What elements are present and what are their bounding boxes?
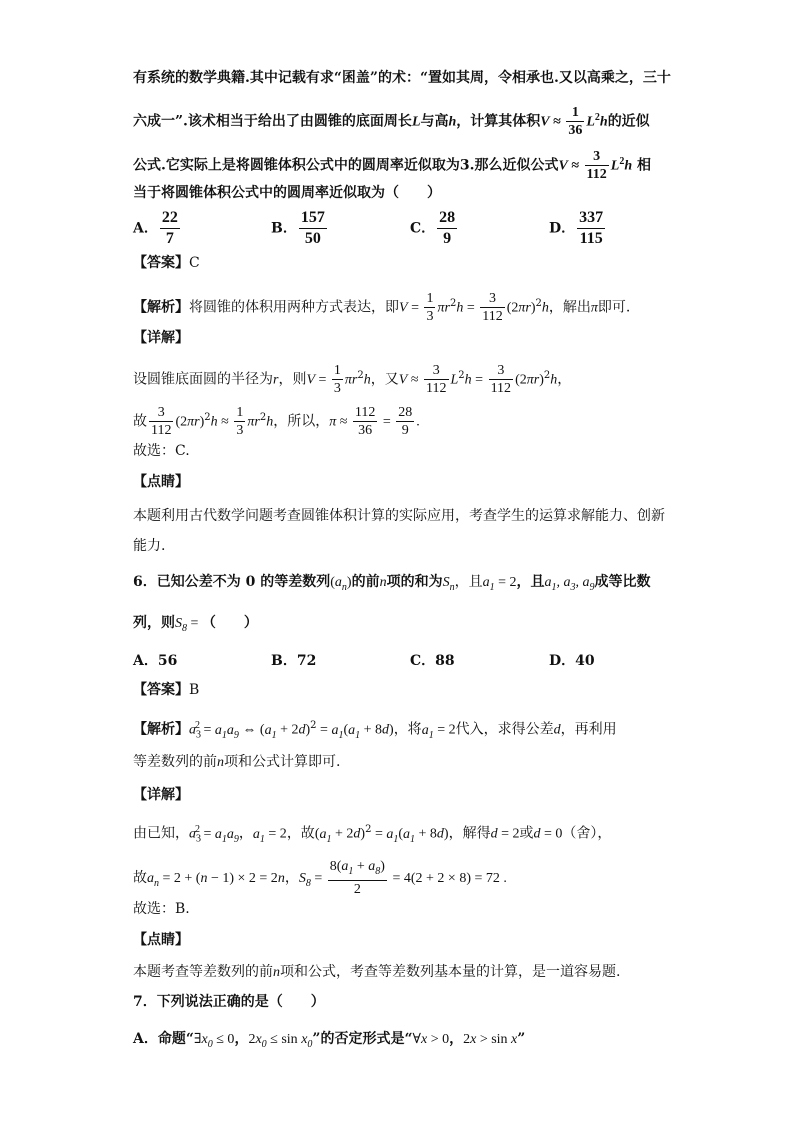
q6-stem-line-2: 列，则$S_8$ = （ ） bbox=[133, 615, 258, 634]
q5-detail-tag: 【详解】 bbox=[133, 330, 189, 346]
q6-detail-line-2: 故$a_n = 2 + (n - 1) \times 2 = 2n$，$S_8$ = $\frac{8(a_1 + a_8)}{2}$ = 4(2 + 2 × 8) = 72 . bbox=[133, 859, 507, 897]
q6-option-b[interactable]: B．72 bbox=[271, 653, 317, 669]
q7-stem: 7．下列说法正确的是（ ） bbox=[133, 994, 325, 1010]
q6-option-d[interactable]: D．40 bbox=[549, 653, 595, 669]
fraction-3-112: $\frac{3}{112}$ bbox=[586, 149, 607, 182]
q5-option-c[interactable]: C． $\frac{28}{9}$ bbox=[410, 209, 456, 247]
q5-analysis: 【解析】将圆锥的体积用两种方式表达，即V = $\frac{1}{3}$ $\pi r^2h$ = $\frac{3}{112}$ $(2\pi r)^2h$，解出π即可. bbox=[133, 291, 631, 324]
q6-stem-line-1: 6．已知公差不为 0 的等差数列$(a_n)$的前n项的和为$S_n$，且$a_1 = 2$，且$a_1$, $a_3$, $a_9$成等比数 bbox=[133, 574, 651, 593]
q6-analysis-line-2: 等差数列的前n项和公式计算即可. bbox=[133, 754, 341, 770]
q5-option-a[interactable]: A． $\frac{22}{7}$ bbox=[133, 209, 178, 247]
q6-detail-tag: 【详解】 bbox=[133, 787, 189, 803]
q6-answer: 【答案】B bbox=[133, 682, 200, 698]
q6-choose: 故选：B. bbox=[133, 901, 190, 917]
q6-detail-line-1: 由已知，$a_3^2 = a_1a_9$，$a_1 = 2$，故$(a_1 + 2d)^2 = a_1(a_1 + 8d)$，解得d = 2或d = 0（舍）， bbox=[133, 824, 612, 845]
q7-option-a[interactable]: A．命题“$\exists x_0 \le 0$，$2x_0 \le \sin x_0$”的否定形式是“∀x > 0，2x > sin x” bbox=[133, 1031, 526, 1050]
intro-line-2: 六成一”.该术相当于给出了由圆锥的底面周长L与高h，计算其体积V ≈ $\frac{1}{36}$ $L^2h$的近似 bbox=[133, 105, 650, 138]
q6-option-a[interactable]: A．56 bbox=[133, 653, 178, 669]
q5-detail-line-2: 故 $\frac{3}{112}$ $(2\pi r)^2h$ ≈ $\frac{1}{3}$ $\pi r^2h$，所以，π ≈ $\frac{112}{36}$ = $\frac{28}{9}$ . bbox=[133, 405, 420, 438]
q5-detail-line-1: 设圆锥底面圆的半径为r，则V = $\frac{1}{3}$ $\pi r^2h$，又V ≈ $\frac{3}{112}$ $L^2h$ = $\frac{3}{112}$ $(2\pi r)^2h$， bbox=[133, 363, 572, 396]
q5-choose: 故选：C. bbox=[133, 443, 190, 459]
q5-option-d[interactable]: D． $\frac{337}{115}$ bbox=[549, 209, 604, 247]
intro-line-3: 公式.它实际上是将圆锥体积公式中的圆周率近似取为3.那么近似公式V ≈ $\frac{3}{112}$ $L^2h$ 相 bbox=[133, 149, 651, 182]
q6-comment-tag: 【点睛】 bbox=[133, 932, 189, 948]
q6-comment-line-1: 本题考查等差数列的前n项和公式，考查等差数列基本量的计算，是一道容易题. bbox=[133, 964, 621, 980]
intro-line-1: 有系统的数学典籍.其中记载有求“囷盖”的术：“置如其周，令相承也.又以高乘之，三十 bbox=[133, 70, 671, 86]
q6-option-c[interactable]: C．88 bbox=[410, 653, 455, 669]
q6-analysis-line-1: 【解析】$a_3^2 = a_1a_9$ ⇔ $(a_1 + 2d)^2 = a_1(a_1 + 8d)$，将$a_1 = 2$代入，求得公差d，再利用 bbox=[133, 720, 617, 741]
intro-line-4: 当于将圆锥体积公式中的圆周率近似取为（ ） bbox=[133, 185, 441, 201]
q5-comment-line-2: 能力. bbox=[133, 538, 166, 554]
q5-option-b[interactable]: B． $\frac{157}{50}$ bbox=[271, 209, 325, 247]
q5-comment-line-1: 本题利用古代数学问题考查圆锥体积计算的实际应用，考查学生的运算求解能力、创新 bbox=[133, 508, 665, 524]
fraction-1-36: $\frac{1}{36}$ bbox=[568, 105, 583, 138]
q5-comment-tag: 【点睛】 bbox=[133, 474, 189, 490]
q5-answer: 【答案】C bbox=[133, 255, 200, 271]
